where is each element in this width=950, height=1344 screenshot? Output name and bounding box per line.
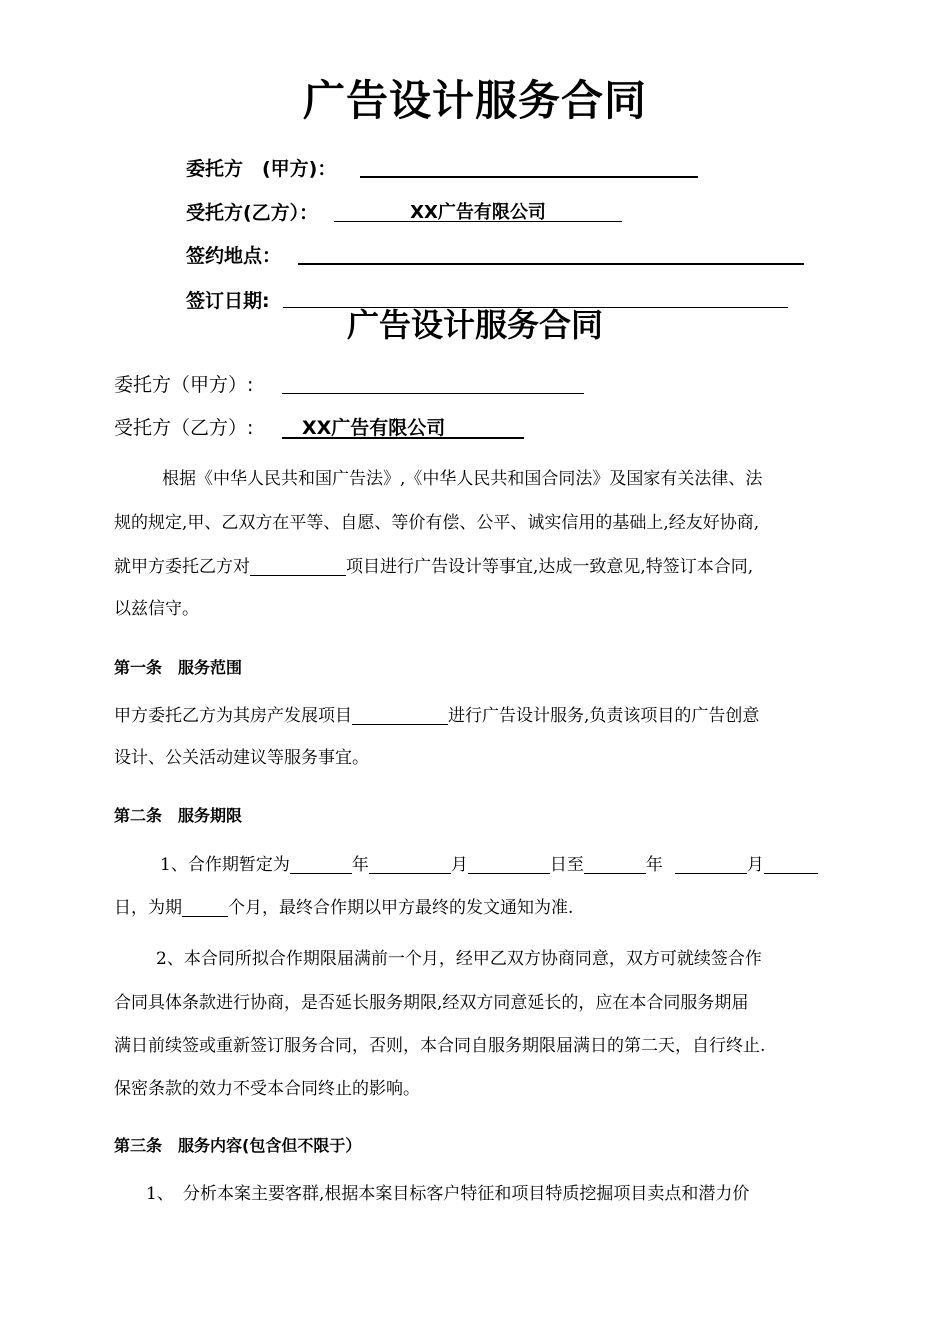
- preamble-line-3: [114, 558, 753, 576]
- article-1-line-1: [114, 707, 759, 725]
- end-month-label: 月: [746, 855, 764, 875]
- article-2-p2-line-4: 保密条款的效力不受本合同终止的影响。: [114, 1079, 420, 1099]
- contract-title: 广告设计服务合同: [346, 306, 603, 344]
- start-year-label: 年: [351, 855, 369, 875]
- article-1-heading: 第一条 服务范围: [114, 658, 243, 677]
- preamble-line-3-end: 项目进行广告设计等事宜,达成一致意见,特签订本合同,: [346, 557, 754, 577]
- start-day-label: 日至: [549, 855, 584, 875]
- article-2-heading: 第二条 服务期限: [114, 806, 243, 825]
- cover-contractor-underline: [334, 221, 622, 222]
- cover-place-blank[interactable]: [298, 263, 804, 265]
- start-year-blank[interactable]: [290, 856, 352, 874]
- duration-suffix: 个月，最终合作期以甲方最终的发文通知为准.: [228, 898, 574, 918]
- end-month-blank[interactable]: [675, 856, 747, 874]
- article-2-p2-line-2: 合同具体条款进行协商，是否延长服务期限,经双方同意延长的，应在本合同服务期届: [114, 993, 749, 1013]
- end-day-blank[interactable]: [764, 856, 818, 874]
- duration-months-blank[interactable]: [182, 899, 228, 917]
- article-3-item-1-number: 1、: [146, 1184, 174, 1204]
- article-2-p1-line-2: [114, 899, 573, 917]
- client-label: 委托方（甲方）:: [114, 374, 254, 396]
- end-year-label: 年: [645, 855, 663, 875]
- cover-title: 广告设计服务合同: [302, 76, 647, 125]
- contractor-label: 受托方（乙方）:: [114, 417, 254, 439]
- term-prefix: 1、合作期暂定为: [160, 855, 290, 875]
- contractor-underline: [282, 437, 524, 439]
- cover-client-label: 委托方 (甲方)：: [186, 158, 337, 180]
- article-3-heading: 第三条 服务内容(包含但不限于）: [114, 1136, 362, 1155]
- contractor-value: XX广告有限公司: [302, 417, 446, 439]
- cover-date-label: 签订日期:: [186, 290, 270, 312]
- preamble-line-2: 规的规定,甲、乙双方在平等、自愿、等价有偿、公平、诚实信用的基础上,经友好协商,: [114, 513, 760, 533]
- cover-contractor-value: XX广告有限公司: [410, 202, 546, 223]
- project-name-blank[interactable]: [250, 558, 346, 576]
- start-month-blank[interactable]: [369, 856, 451, 874]
- article-2-p2-line-3: 满日前续签或重新签订服务合同，否则，本合同自服务期限届满日的第二天，自行终止.: [114, 1036, 766, 1056]
- start-day-blank[interactable]: [468, 856, 550, 874]
- article-3-item-1-text: 分析本案主要客群,根据本案目标客户特征和项目特质挖掘项目卖点和潜力价: [183, 1184, 750, 1204]
- cover-contractor-label: 受托方(乙方）：: [186, 202, 319, 224]
- article-1-line-2: 设计、公关活动建议等服务事宜。: [114, 748, 369, 768]
- article-1-line-1-end: 进行广告设计服务,负责该项目的广告创意: [448, 706, 760, 726]
- preamble-line-1: 根据《中华人民共和国广告法》,《中华人民共和国合同法》及国家有关法律、法: [162, 469, 763, 489]
- cover-client-blank[interactable]: [360, 176, 698, 178]
- preamble-line-3-start: 就甲方委托乙方对: [114, 557, 250, 577]
- end-year-blank[interactable]: [584, 856, 646, 874]
- article-2-p2-line-1: 2、本合同所拟合作期限届满前一个月，经甲乙双方协商同意，双方可就续签合作: [156, 949, 762, 969]
- start-month-label: 月: [450, 855, 468, 875]
- article-1-line-1-start: 甲方委托乙方为其房产发展项目: [114, 706, 352, 726]
- article-2-p1-line-1: [160, 856, 818, 874]
- client-blank[interactable]: [282, 393, 584, 394]
- development-project-blank[interactable]: [352, 707, 448, 725]
- duration-prefix: 日，为期: [114, 898, 182, 918]
- preamble-line-4: 以兹信守。: [114, 599, 199, 619]
- cover-place-label: 签约地点：: [186, 245, 282, 267]
